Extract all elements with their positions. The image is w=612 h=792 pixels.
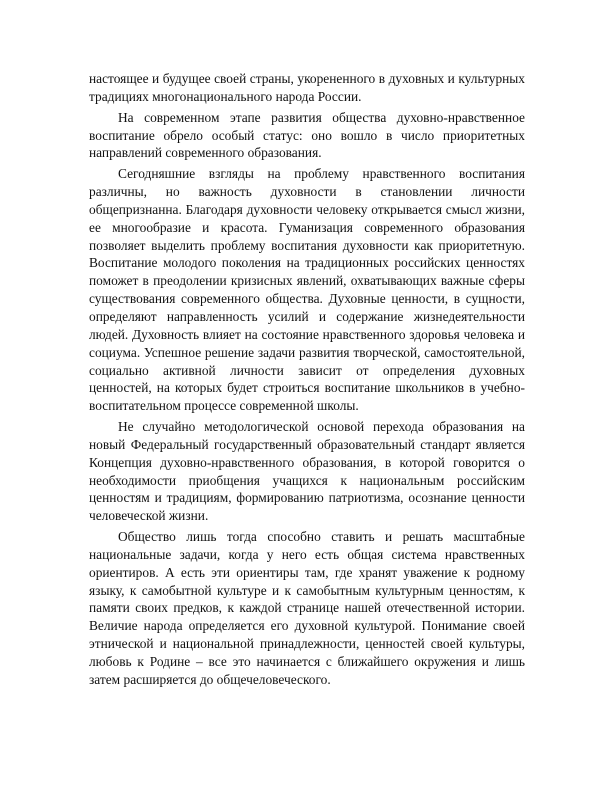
paragraph-fgos-concept: Не случайно методологической основой перехода образования на новый Федеральный государственный образовательный стандарт является Концепция духовно-нравственного образования, в которой говорится о необходимости приобщения учащихся к национальным российским ценностям и традициям, формированию патриотизма, осознание ценности человеческой жизни. bbox=[89, 419, 525, 524]
paragraph-views-on-education: Сегодняшние взгляды на проблему нравственного воспитания различны, но важность духовности в становлении личности общепризнанна. Благодаря духовности человеку открывается смысл жизни, ее многообразие и красота. Гуманизация современного образования позволяет выделить проблему воспитания духовности как приоритетную. Воспитание молодого поколения на традиционных российских ценностях поможет в преодолении кризисных явлений, охватывающих важные сферы существования современного общества. Духовные ценности, в сущности, определяют направленность усилий и содержание жизнедеятельности людей. Духовность влияет на состояние нравственного здоровья человека и социума. Успешное решение задачи развития творческой, самостоятельной, социально активной личности зависит от определения духовных ценностей, на которых будет строиться воспитание школьников в учебно-воспитательном процессе современной школы. bbox=[89, 166, 525, 414]
paragraph-national-values: Общество лишь тогда способно ставить и решать масштабные национальные задачи, когда у него есть общая система нравственных ориентиров. А есть эти ориентиры там, где хранят уважение к родному языку, к самобытной культуре и к самобытным культурным ценностям, к памяти своих предков, к каждой странице нашей отечественной истории. Величие народа определяется его духовной культурой. Понимание своей этнической и национальной принадлежности, ценностей своей культуры, любовь к Родине – все это начинается с ближайшего окружения и лишь затем расширяется до общечеловеческого. bbox=[89, 529, 525, 687]
document-page bbox=[89, 70, 525, 689]
paragraph-continuation: настоящее и будущее своей страны, укорененного в духовных и культурных традициях многонационального народа России. bbox=[89, 71, 525, 104]
paragraph-current-stage: На современном этапе развития общества духовно-нравственное воспитание обрело особый статус: оно вошло в число приоритетных направлений современного образования. bbox=[89, 109, 525, 161]
